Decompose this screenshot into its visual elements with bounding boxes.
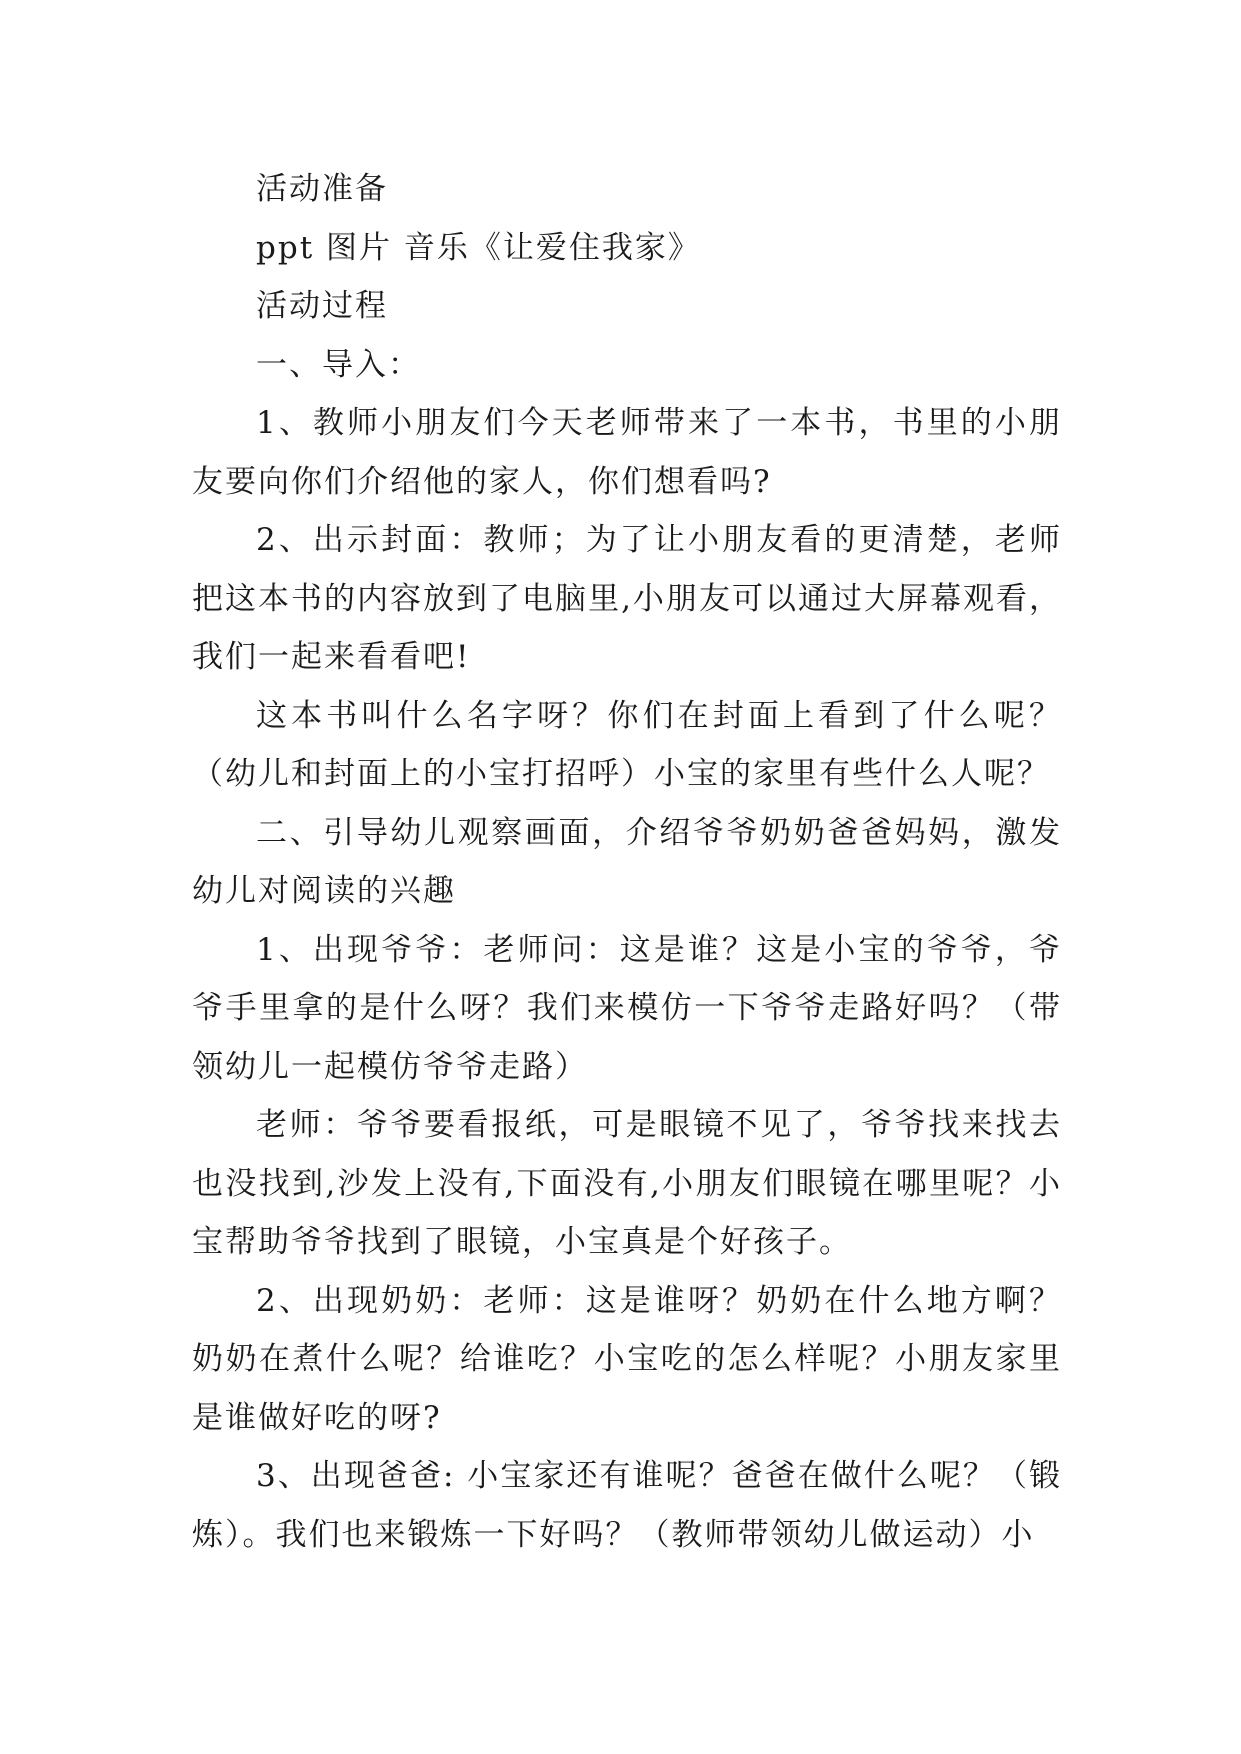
paragraph-activity-process-heading: 活动过程	[256, 288, 388, 324]
paragraph-step-1: 1、教师小朋友们今天老师带来了一本书，书里的小朋友要向你们介绍他的家人，你们想看吗?	[192, 405, 1062, 500]
paragraph-preparation-materials: ppt 图片 音乐《让爱住我家》	[256, 229, 701, 266]
paragraph-dad: 3、出现爸爸: 小宝家还有谁呢？爸爸在做什么呢？（锻炼）。我们也来锻炼一下好吗？（教师带领幼儿做运动）小	[192, 1458, 1062, 1553]
paragraph-activity-preparation-heading: 活动准备	[256, 171, 388, 207]
paragraph-grandpa: 1、出现爷爷：老师问：这是谁？这是小宝的爷爷，爷爷手里拿的是什么呀？我们来模仿一下爷爷走路好吗？（带领幼儿一起模仿爷爷走路）	[192, 931, 1062, 1085]
paragraph-grandma: 2、出现奶奶：老师：这是谁呀？奶奶在什么地方啊？奶奶在煮什么呢？给谁吃？小宝吃的怎么样呢？小朋友家里是谁做好吃的呀?	[192, 1282, 1062, 1436]
paragraph-section-observation: 二、引导幼儿观察画面，介绍爷爷奶奶爸爸妈妈，激发幼儿对阅读的兴趣	[192, 814, 1062, 909]
paragraph-book-cover-questions: 这本书叫什么名字呀？你们在封面上看到了什么呢？（幼儿和封面上的小宝打招呼）小宝的家里有些什么人呢？	[192, 697, 1062, 792]
document-body	[192, 160, 1062, 1564]
paragraph-grandpa-glasses: 老师：爷爷要看报纸，可是眼镜不见了，爷爷找来找去也没找到,沙发上没有,下面没有,小朋友们眼镜在哪里呢？小宝帮助爷爷找到了眼镜，小宝真是个好孩子。	[192, 1107, 1062, 1260]
paragraph-section-introduction: 一、导入：	[256, 346, 421, 383]
paragraph-step-2: 2、出示封面：教师；为了让小朋友看的更清楚，老师把这本书的内容放到了电脑里,小朋友可以通过大屏幕观看，我们一起来看看吧!	[192, 522, 1062, 675]
